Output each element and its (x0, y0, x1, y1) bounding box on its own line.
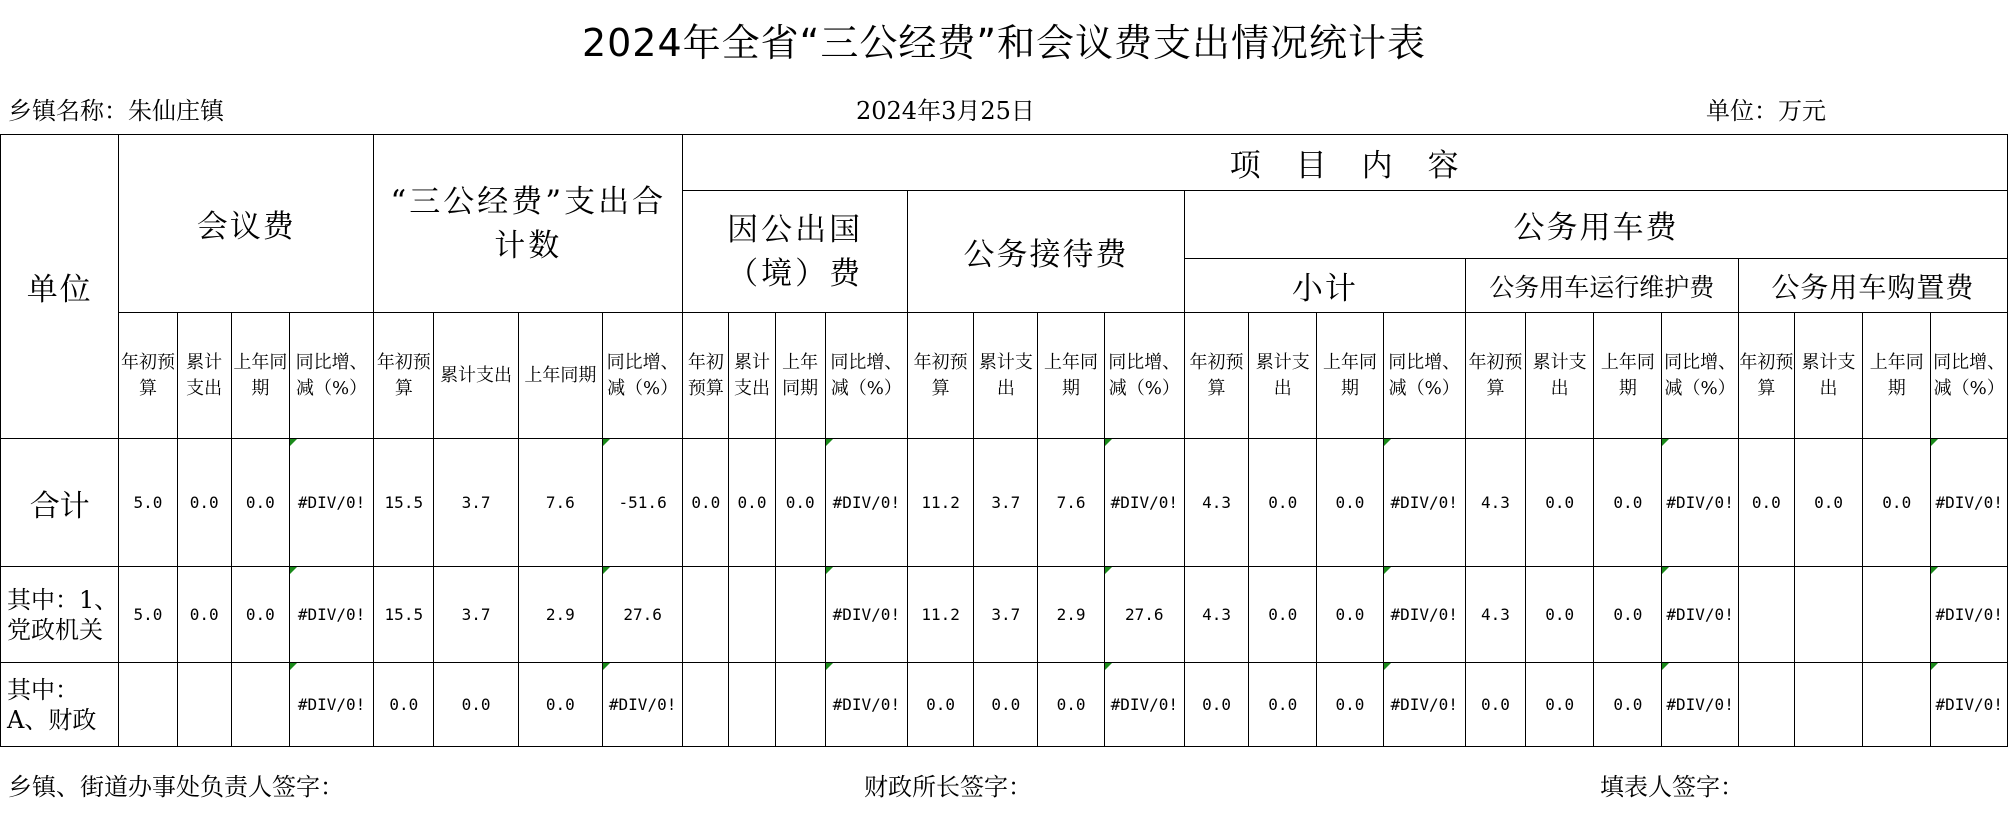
subheader-yoy: 同比增、减（%） (1662, 313, 1738, 439)
maintenance-header: 公务用车运行维护费 (1465, 259, 1738, 313)
data-cell: #DIV/0! (1931, 567, 2008, 663)
data-cell: 0.0 (1594, 663, 1662, 747)
data-cell (231, 663, 289, 747)
data-cell: 0.0 (231, 439, 289, 567)
abroad-fee-header: 因公出国（境）费 (683, 191, 908, 313)
subheader-yoy: 同比增、减（%） (1383, 313, 1465, 439)
data-cell (1738, 663, 1794, 747)
subtotal-header: 小计 (1184, 259, 1465, 313)
data-cell: 0.0 (1526, 439, 1594, 567)
data-cell: 0.0 (1863, 439, 1931, 567)
data-cell: 11.2 (908, 439, 974, 567)
data-cell: 0.0 (1526, 567, 1594, 663)
data-cell: 5.0 (119, 567, 177, 663)
data-cell: 3.7 (434, 567, 518, 663)
data-cell: 0.0 (434, 663, 518, 747)
page-title: 2024年全省“三公经费”和会议费支出情况统计表 (581, 20, 1427, 65)
data-cell: 7.6 (518, 439, 602, 567)
subheader-yoy: 同比增、减（%） (602, 313, 682, 439)
data-cell (775, 663, 825, 747)
data-cell: 0.0 (908, 663, 974, 747)
data-cell: 0.0 (1184, 663, 1248, 747)
subheader-budget: 年初预算 (374, 313, 434, 439)
data-cell (119, 663, 177, 747)
subheader-last-year: 上年同期 (1594, 313, 1662, 439)
data-cell: #DIV/0! (1662, 663, 1738, 747)
data-cell: 0.0 (1794, 439, 1862, 567)
data-cell: #DIV/0! (289, 439, 373, 567)
project-content-header: 项 目 内 容 (683, 135, 2008, 191)
data-cell: 2.9 (518, 567, 602, 663)
subheader-last-year: 上年同期 (1863, 313, 1931, 439)
reception-fee-header: 公务接待费 (908, 191, 1185, 313)
data-cell: #DIV/0! (825, 439, 907, 567)
data-cell: #DIV/0! (1931, 439, 2008, 567)
meeting-fee-header: 会议费 (119, 135, 374, 313)
data-cell: #DIV/0! (825, 663, 907, 747)
data-cell: 0.0 (729, 439, 775, 567)
data-cell (1863, 663, 1931, 747)
data-cell (729, 567, 775, 663)
data-cell: 3.7 (974, 439, 1038, 567)
subheader-spent: 累计支出 (1794, 313, 1862, 439)
data-cell: #DIV/0! (1383, 439, 1465, 567)
data-cell: 27.6 (602, 567, 682, 663)
data-cell (683, 663, 729, 747)
subheader-budget: 年初预算 (1465, 313, 1525, 439)
subheader-yoy: 同比增、减（%） (1104, 313, 1184, 439)
subheader-yoy: 同比增、减（%） (289, 313, 373, 439)
data-cell: 4.3 (1184, 439, 1248, 567)
subheader-last-year: 上年同期 (775, 313, 825, 439)
finance-signature-label: 财政所长签字： (864, 772, 1032, 801)
data-cell: 0.0 (1465, 663, 1525, 747)
subheader-spent: 累计支出 (434, 313, 518, 439)
data-cell: 0.0 (1317, 663, 1383, 747)
data-cell: 0.0 (374, 663, 434, 747)
subheader-budget: 年初预算 (119, 313, 177, 439)
data-cell: 4.3 (1465, 567, 1525, 663)
table-row (1, 567, 2008, 663)
report-date: 2024年3月25日 (856, 96, 1035, 125)
data-cell: 15.5 (374, 567, 434, 663)
subheader-budget: 年初预算 (1738, 313, 1794, 439)
data-cell: 11.2 (908, 567, 974, 663)
data-cell: #DIV/0! (1104, 439, 1184, 567)
statistics-table (0, 134, 2008, 747)
table-row (1, 439, 2008, 567)
subheader-last-year: 上年同期 (1038, 313, 1104, 439)
data-cell (1863, 567, 1931, 663)
data-cell: 0.0 (1526, 663, 1594, 747)
township-name: 乡镇名称：朱仙庄镇 (8, 96, 224, 125)
data-cell: 0.0 (1738, 439, 1794, 567)
data-cell: 3.7 (974, 567, 1038, 663)
data-cell: 0.0 (1249, 439, 1317, 567)
data-cell: #DIV/0! (602, 663, 682, 747)
subheader-yoy: 同比增、减（%） (825, 313, 907, 439)
data-cell: 4.3 (1465, 439, 1525, 567)
data-cell: 0.0 (177, 439, 231, 567)
data-cell: #DIV/0! (1662, 567, 1738, 663)
data-cell (1794, 567, 1862, 663)
data-cell: #DIV/0! (289, 567, 373, 663)
subheader-row (1, 313, 2008, 439)
data-cell: 0.0 (1317, 439, 1383, 567)
data-cell: 0.0 (1249, 663, 1317, 747)
sangong-total-header: “三公经费”支出合计数 (374, 135, 683, 313)
data-cell: 0.0 (177, 567, 231, 663)
data-cell: #DIV/0! (1662, 439, 1738, 567)
filler-signature-label: 填表人签字： (1600, 772, 1744, 801)
data-cell: 4.3 (1184, 567, 1248, 663)
data-cell (683, 567, 729, 663)
data-cell: 3.7 (434, 439, 518, 567)
data-cell: #DIV/0! (1104, 663, 1184, 747)
subheader-last-year: 上年同期 (1317, 313, 1383, 439)
data-cell: 0.0 (683, 439, 729, 567)
purchase-header: 公务用车购置费 (1738, 259, 2007, 313)
data-cell: #DIV/0! (1383, 567, 1465, 663)
subheader-spent: 累计支出 (1526, 313, 1594, 439)
subheader-spent: 累计支出 (1249, 313, 1317, 439)
row-label: 其中：A、财政 (1, 663, 119, 747)
subheader-budget: 年初预算 (683, 313, 729, 439)
subheader-last-year: 上年同期 (231, 313, 289, 439)
data-cell: -51.6 (602, 439, 682, 567)
data-cell: 7.6 (1038, 439, 1104, 567)
data-cell: 15.5 (374, 439, 434, 567)
subheader-last-year: 上年同期 (518, 313, 602, 439)
data-cell: #DIV/0! (1383, 663, 1465, 747)
data-cell: 5.0 (119, 439, 177, 567)
data-cell: #DIV/0! (289, 663, 373, 747)
unit-header: 单位 (1, 135, 119, 439)
data-cell (1794, 663, 1862, 747)
subheader-budget: 年初预算 (1184, 313, 1248, 439)
data-cell: 0.0 (1249, 567, 1317, 663)
data-cell (1738, 567, 1794, 663)
data-cell: 0.0 (1594, 567, 1662, 663)
data-cell (775, 567, 825, 663)
data-cell: 0.0 (1594, 439, 1662, 567)
data-cell: 0.0 (1038, 663, 1104, 747)
data-cell: 0.0 (231, 567, 289, 663)
data-cell: 27.6 (1104, 567, 1184, 663)
data-cell: 0.0 (1317, 567, 1383, 663)
subheader-spent: 累计支出 (177, 313, 231, 439)
row-label: 合计 (1, 439, 119, 567)
data-cell: 0.0 (974, 663, 1038, 747)
data-cell: 0.0 (775, 439, 825, 567)
data-cell: #DIV/0! (825, 567, 907, 663)
subheader-budget: 年初预算 (908, 313, 974, 439)
subheader-spent: 累计支出 (974, 313, 1038, 439)
subheader-spent: 累计支出 (729, 313, 775, 439)
data-cell (729, 663, 775, 747)
data-cell: 2.9 (1038, 567, 1104, 663)
subheader-yoy: 同比增、减（%） (1931, 313, 2008, 439)
data-cell (177, 663, 231, 747)
unit-label: 单位：万元 (1706, 96, 1826, 125)
vehicle-fee-header: 公务用车费 (1184, 191, 2007, 259)
data-cell: #DIV/0! (1931, 663, 2008, 747)
table-row (1, 663, 2008, 747)
row-label: 其中：1、党政机关 (1, 567, 119, 663)
head-signature-label: 乡镇、街道办事处负责人签字： (8, 772, 344, 801)
data-cell: 0.0 (518, 663, 602, 747)
